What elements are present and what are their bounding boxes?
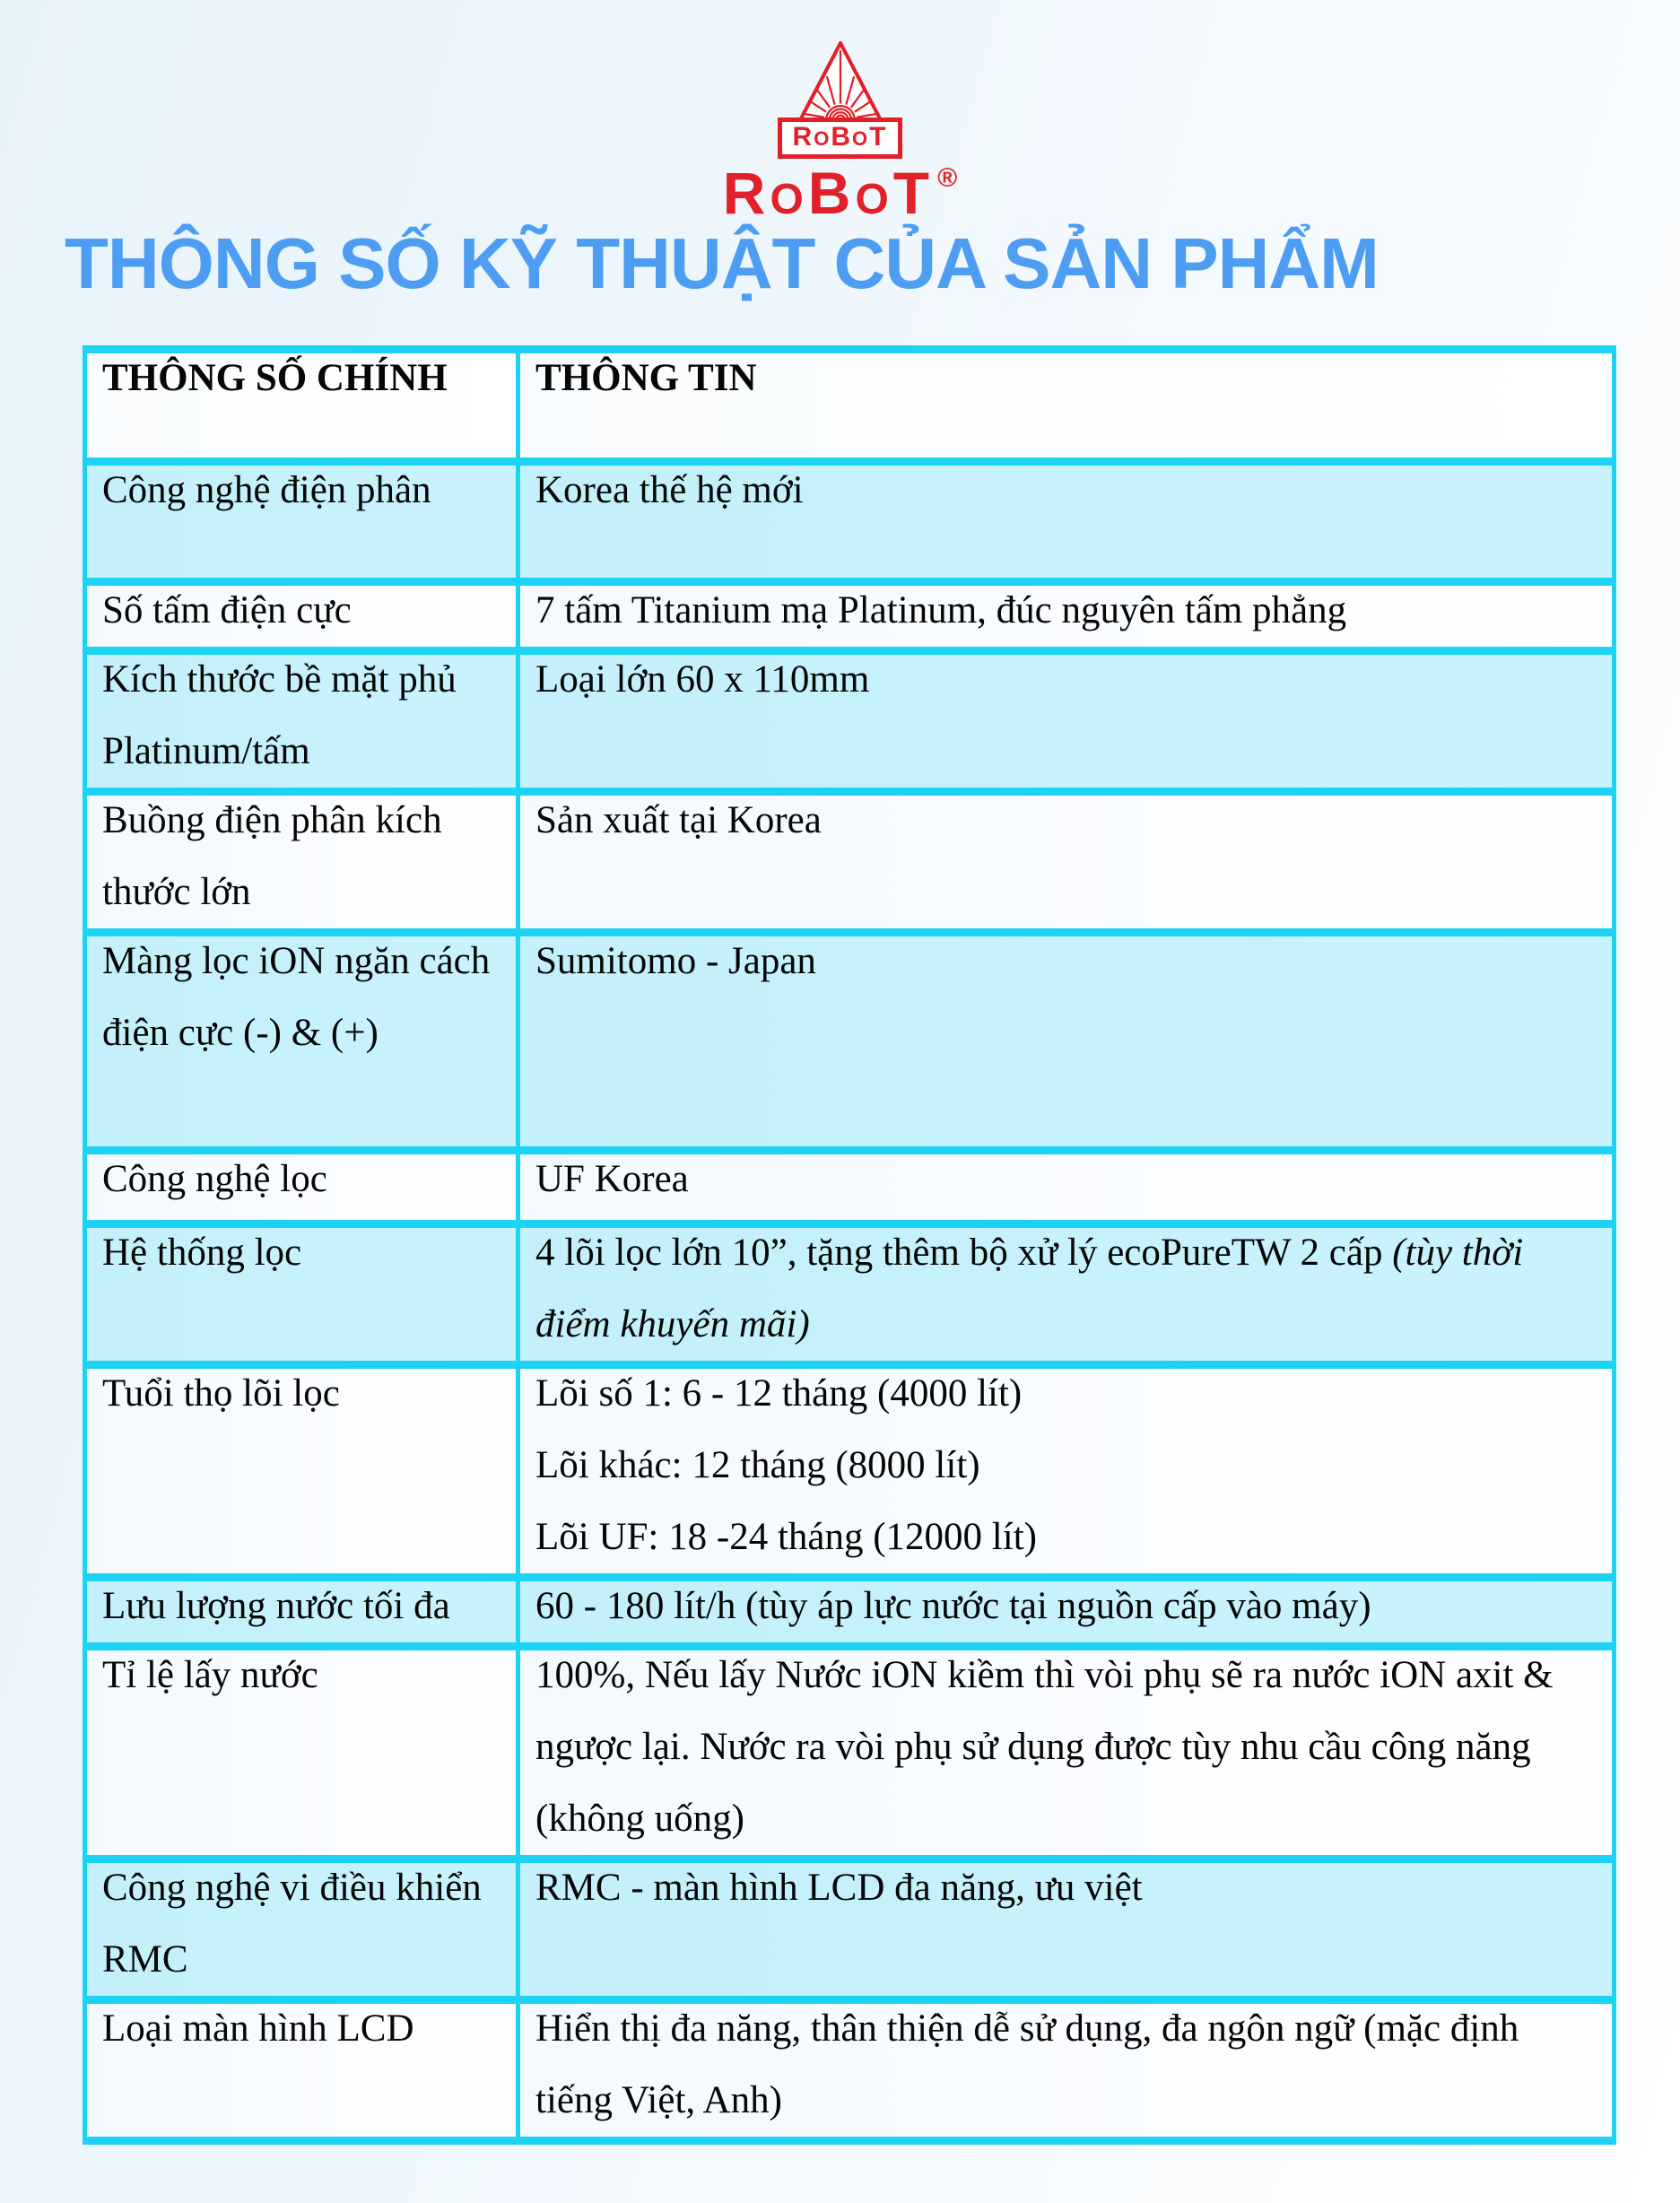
info-line: Lõi số 1: 6 - 12 tháng (4000 lít)	[535, 1372, 1023, 1415]
logo-letter: B	[807, 160, 856, 226]
logo-main-wordmark	[723, 159, 957, 227]
cell-param: Tỉ lệ lấy nước	[85, 1647, 518, 1859]
table-row	[85, 792, 1615, 933]
cell-param: Tuổi thọ lõi lọc	[85, 1365, 518, 1578]
cell-info: 100%, Nếu lấy Nước iON kiềm thì vòi phụ sẽ ra nước iON axit & ngược lại. Nước ra vòi phụ sử dụng được tùy nhu cầu công năng (không uống)	[518, 1647, 1615, 1859]
cell-info	[518, 1365, 1615, 1578]
logo-letter: O	[852, 127, 870, 150]
logo-letter: O	[814, 127, 831, 150]
cell-param: Công nghệ vi điều khiển RMC	[85, 1859, 518, 2000]
logo-letter: O	[770, 176, 808, 223]
table-row	[85, 1224, 1615, 1365]
info-line: Lõi UF: 18 -24 tháng (12000 lít)	[535, 1516, 1037, 1558]
cell-info: RMC - màn hình LCD đa năng, ưu việt	[518, 1859, 1615, 2000]
info-line: Lõi khác: 12 tháng (8000 lít)	[535, 1444, 980, 1486]
info-em-text: (tùy thời điểm khuyến mãi)	[535, 1232, 1524, 1345]
table-row	[85, 1578, 1615, 1647]
robot-logo	[0, 41, 1680, 227]
logo-letter: T	[892, 160, 935, 226]
table-row	[85, 462, 1615, 582]
logo-word	[723, 159, 934, 227]
cell-info: UF Korea	[518, 1151, 1615, 1224]
cell-info: Sản xuất tại Korea	[518, 792, 1615, 933]
cell-param: Hệ thống lọc	[85, 1224, 518, 1365]
cell-param: Công nghệ điện phân	[85, 462, 518, 582]
logo-letter: R	[792, 122, 814, 152]
table-row	[85, 2000, 1615, 2141]
cell-param: Công nghệ lọc	[85, 1151, 518, 1224]
cell-info: 60 - 180 lít/h (tùy áp lực nước tại nguồn cấp vào máy)	[518, 1578, 1615, 1647]
table-row	[85, 1647, 1615, 1859]
table-row	[85, 651, 1615, 792]
table-row	[85, 1365, 1615, 1578]
spec-table	[83, 345, 1616, 2145]
info-text: 4 lõi lọc lớn 10”, tặng thêm bộ xử lý ecoPureTW 2 cấp	[535, 1232, 1393, 1274]
table-row	[85, 1151, 1615, 1224]
cell-param: Buồng điện phân kích thước lớn	[85, 792, 518, 933]
column-header-param: THÔNG SỐ CHÍNH	[85, 350, 518, 462]
table-row	[85, 933, 1615, 1151]
cell-info: Loại lớn 60 x 110mm	[518, 651, 1615, 792]
table-row	[85, 1859, 1615, 2000]
table-row	[85, 582, 1615, 651]
logo-box-wordmark	[778, 118, 903, 159]
cell-param: Màng lọc iON ngăn cách điện cực (-) & (+)	[85, 933, 518, 1151]
cell-param: Kích thước bề mặt phủ Platinum/tấm	[85, 651, 518, 792]
page-title: THÔNG SỐ KỸ THUẬT CỦA SẢN PHẨM	[65, 223, 1379, 303]
logo-letter: O	[855, 176, 893, 223]
cell-param: Lưu lượng nước tối đa	[85, 1578, 518, 1647]
cell-info: Sumitomo - Japan	[518, 933, 1615, 1151]
cell-param: Loại màn hình LCD	[85, 2000, 518, 2141]
logo-letter: R	[722, 160, 770, 226]
cell-info: 7 tấm Titanium mạ Platinum, đúc nguyên tấm phẳng	[518, 582, 1615, 651]
cell-info: Hiển thị đa năng, thân thiện dễ sử dụng, đa ngôn ngữ (mặc định tiếng Việt, Anh)	[518, 2000, 1615, 2141]
cell-info: Korea thế hệ mới	[518, 462, 1615, 582]
cell-info	[518, 1224, 1615, 1365]
logo-letter: B	[831, 122, 852, 152]
registered-trademark-icon: ®	[937, 163, 958, 193]
sunrise-triangle-icon	[792, 41, 889, 124]
column-header-info: THÔNG TIN	[518, 350, 1615, 462]
table-header-row	[85, 350, 1615, 462]
logo-letter: T	[869, 122, 888, 152]
cell-param: Số tấm điện cực	[85, 582, 518, 651]
